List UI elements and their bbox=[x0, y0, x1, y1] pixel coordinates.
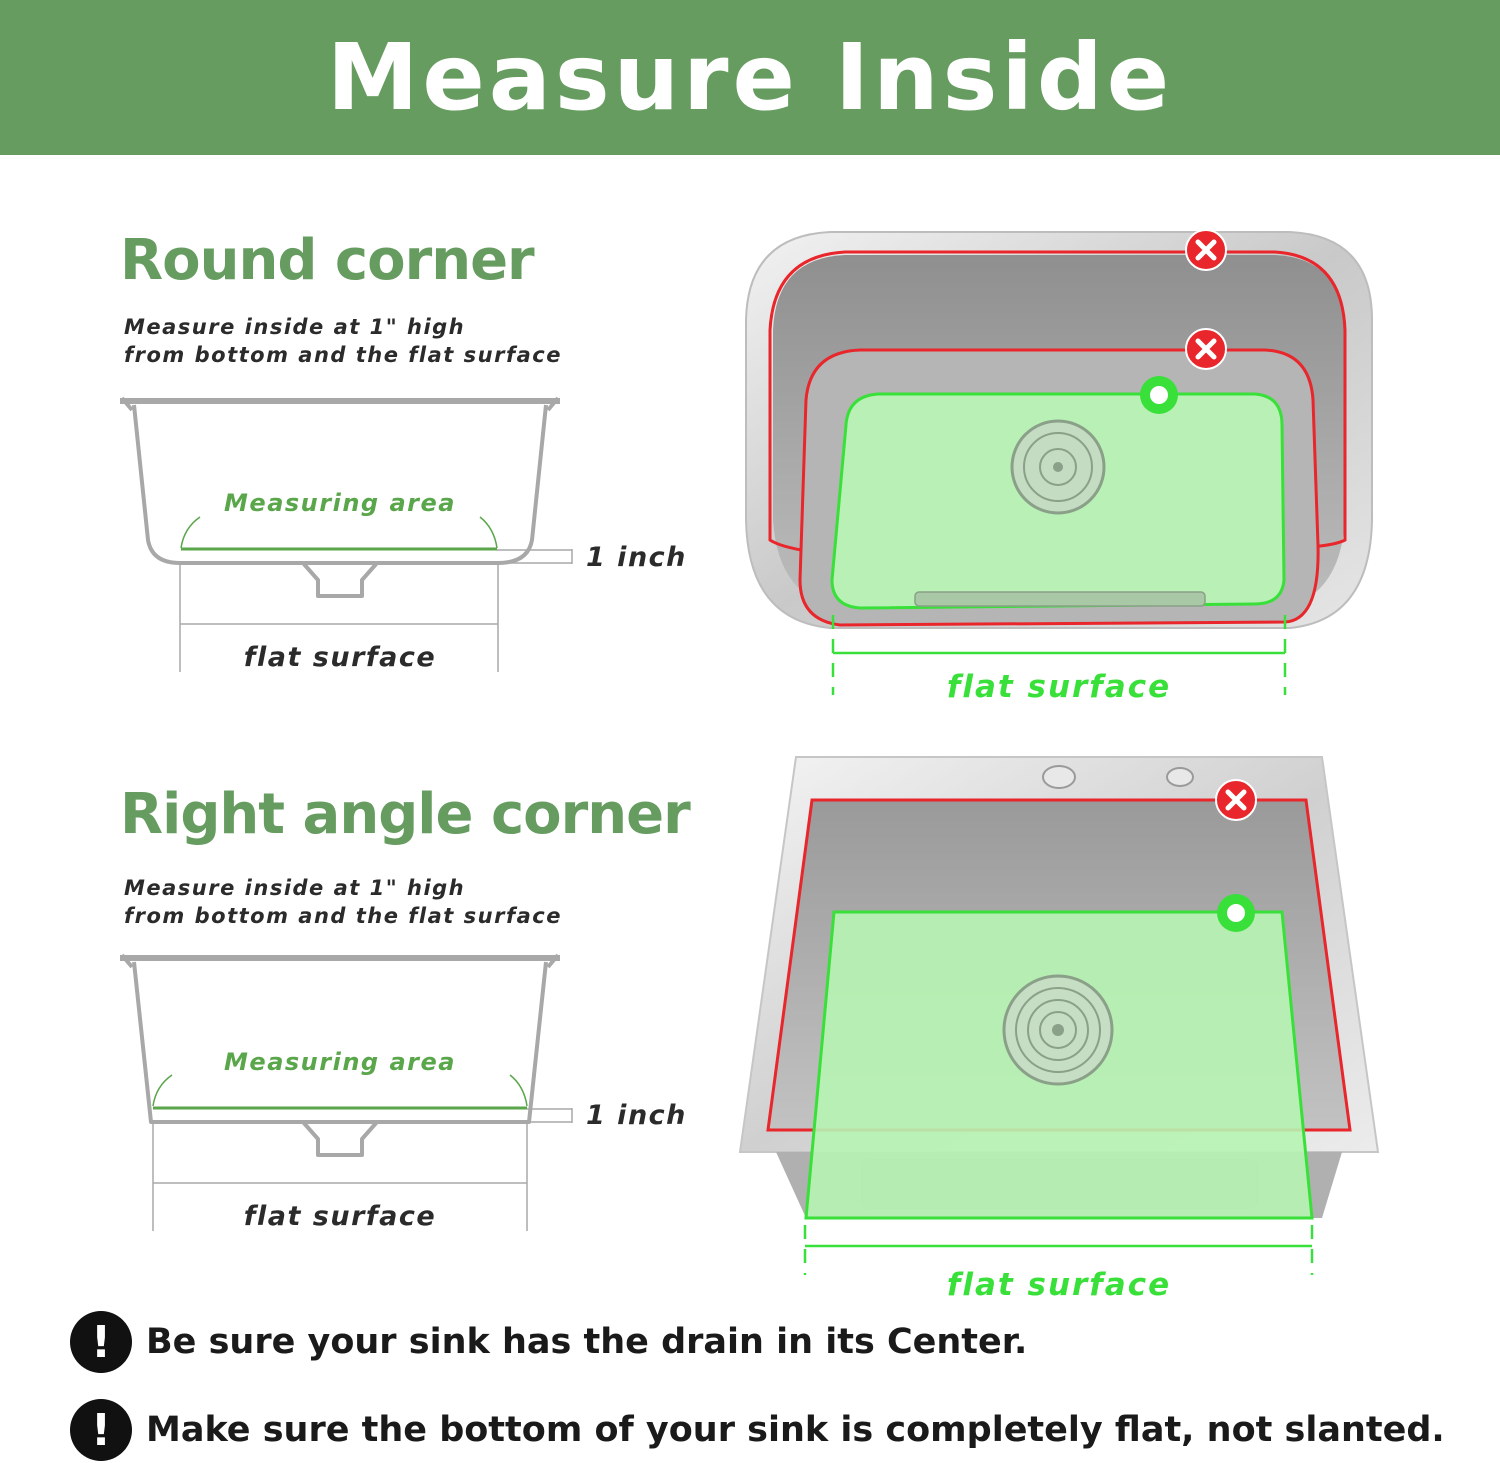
flat-surface-label: flat surface bbox=[243, 642, 437, 673]
wrong-mark-icon bbox=[1186, 329, 1226, 369]
wrong-mark-icon bbox=[1186, 230, 1226, 270]
one-inch-label: 1 inch bbox=[586, 1100, 687, 1131]
note-drain-center bbox=[70, 1311, 1027, 1373]
round-corner-instructions bbox=[124, 313, 562, 369]
photo-flat-surface-label: flat surface bbox=[946, 1267, 1172, 1303]
flat-surface-label: flat surface bbox=[243, 1201, 437, 1232]
correct-mark-icon bbox=[1217, 894, 1255, 932]
note-text: Be sure your sink has the drain in its Center. bbox=[146, 1322, 1028, 1362]
correct-mark-icon bbox=[1140, 376, 1178, 414]
wrong-mark-icon bbox=[1216, 780, 1256, 820]
instruction-line-2: from bottom and the flat surface bbox=[124, 904, 562, 928]
instruction-line-1: Measure inside at 1" high bbox=[124, 876, 466, 900]
measuring-area-label: Measuring area bbox=[224, 489, 456, 517]
exclamation-icon: ! bbox=[70, 1399, 132, 1461]
one-inch-label: 1 inch bbox=[586, 542, 687, 573]
round-corner-title: Round corner bbox=[120, 228, 534, 293]
page-title: Measure Inside bbox=[326, 24, 1174, 131]
right-angle-corner-title: Right angle corner bbox=[120, 782, 690, 847]
note-text: Make sure the bottom of your sink is completely flat, not slanted. bbox=[146, 1410, 1445, 1450]
photo-flat-surface-label: flat surface bbox=[946, 669, 1172, 705]
right-angle-corner-instructions bbox=[124, 874, 562, 930]
exclamation-icon: ! bbox=[70, 1311, 132, 1373]
instruction-line-2: from bottom and the flat surface bbox=[124, 343, 562, 367]
header-banner bbox=[0, 0, 1500, 155]
measuring-area-label: Measuring area bbox=[224, 1048, 456, 1076]
instruction-line-1: Measure inside at 1" high bbox=[124, 315, 466, 339]
note-flat-bottom bbox=[70, 1399, 1445, 1461]
